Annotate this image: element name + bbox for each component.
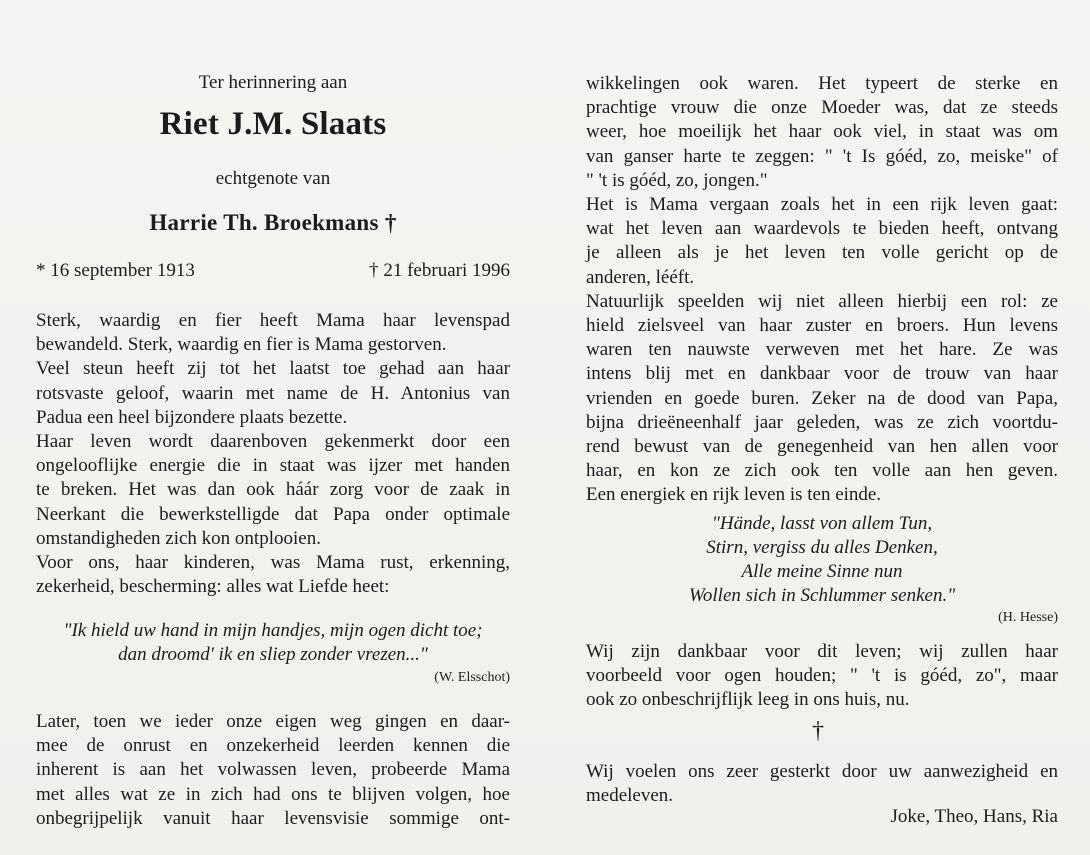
birth-date: * 16 september 1913 [36,260,195,281]
quote-line: Alle meine Sinne nun [741,561,903,582]
text-line: omstandigheden zich kon ontplooien. [36,527,321,549]
intro-text: Ter herinnering aan [198,72,348,93]
text-line: Haar leven wordt daarenboven gekenmerkt door een [36,431,510,453]
text-line: mee de onrust en onzekerheid leerden kennen die [36,735,510,757]
text-line: intens blij met en dankbaar voor de trouw van haar [586,363,1058,385]
left-paragraph-1 [36,309,510,599]
text-line: zekerheid, bescherming: alles wat Liefde heet: [36,576,390,598]
text-line: prachtige vrouw die onze Moeder was, dat ze steeds [586,97,1058,119]
text-line: vrienden en goede buren. Zeker na de dood van Papa, [586,387,1058,409]
text-line: Voor ons, haar kinderen, was Mama rust, erkenning, [36,552,510,574]
quote-attribution: (H. Hesse) [998,610,1058,625]
text-line: ook zo onbeschrijflijk leeg in ons huis, nu. [586,689,910,711]
text-line: Wij zijn dankbaar voor dit leven; wij zullen haar [586,641,1058,662]
death-date: † 21 februari 1996 [369,260,510,281]
left-quote [36,619,510,667]
quote-line: Wollen sich in Schlummer senken." [688,585,956,606]
quote-attribution: (W. Elsschot) [434,670,510,685]
text-line: medeleven. [586,785,674,807]
signature: Joke, Theo, Hans, Ria [890,806,1058,827]
text-line: Het is Mama vergaan zoals het in een rijk leven gaat: [586,194,1058,216]
text-line: Padua een heel bijzondere plaats bezette. [36,406,348,428]
quote-line: Stirn, vergiss du alles Denken, [706,537,938,558]
spouse-label: echtgenote van [215,168,331,189]
text-line: waren ten nauwste verweven met het hare. Ze was [586,339,1058,361]
text-line: Natuurlijk speelden wij niet alleen hierbij een rol: ze [586,290,1058,312]
quote-line: dan droomd' ik en sliep zonder vrezen..." [118,644,428,665]
right-quote [586,512,1058,608]
text-line: ongelooflijke energie die in staat was ijzer met handen [36,455,510,477]
text-line: rotsvaste geloof, waarin met name de H. Antonius van [36,382,510,404]
text-line: Veel steun heeft zij tot het laatst toe gehad aan haar [36,358,510,380]
spouse-name: Harrie Th. Broekmans † [149,210,397,235]
text-line: Een energiek en rijk leven is ten einde. [586,484,882,506]
text-line: Sterk, waardig en fier heeft Mama haar levenspad [36,310,510,331]
text-line: wat het leven aan waardevols te bieden heeft, ontvang [586,218,1058,240]
text-line: van ganser harte te zeggen: " 't Is góéd, zo, meiske" of [586,145,1058,167]
text-line: Neerkant die bewerkstelligde dat Papa onder optimale [36,503,510,525]
text-line: haar, en kon ze zich ook ten volle aan hen geven. [586,460,1058,482]
left-paragraph-2 [36,710,510,831]
text-line: voorbeeld voor ogen houden; " 't is góéd, zo", maar [586,665,1058,687]
text-line: " 't is góéd, zo, jongen." [586,169,768,191]
right-paragraph-3 [586,760,1058,808]
text-line: weer, hoe moeilijk het haar ook viel, in staat was om [586,121,1058,143]
text-line: hield zielsveel van haar zuster en broers. Hun levens [586,315,1058,337]
quote-line: "Hände, lasst von allem Tun, [711,513,933,534]
text-line: wikkelingen ook waren. Het typeert de sterke en [586,73,1058,94]
text-line: met alles wat ze in zich had ons te blijven volgen, hoe [36,783,510,805]
quote-line: "Ik hield uw hand in mijn handjes, mijn ogen dicht toe; [63,620,483,641]
text-line: je alleen als je het leven ten volle gericht op de [586,242,1058,264]
text-line: rend bewust van de genegenheid van hen allen voor [586,436,1058,458]
text-line: Wij voelen ons zeer gesterkt door uw aanwezigheid en [586,761,1058,782]
text-line: bewandeld. Sterk, waardig en fier is Mama gestorven. [36,334,447,356]
text-line: inherent is aan het volwassen leven, probeerde Mama [36,759,510,781]
text-line: onbegrijpelijk vanuit haar levensvisie sommige ont- [36,807,510,829]
text-line: bijna drieëneenhalf jaar geleden, was ze zich voortdu- [586,411,1058,433]
text-line: Later, toen we ieder onze eigen weg gingen en daar- [36,711,510,732]
right-paragraph-1 [586,72,1058,508]
text-line: anderen, lééft. [586,266,695,288]
cross-icon: † [812,718,824,744]
text-line: te breken. Het was dan ook háár zorg voor de zaak in [36,479,510,501]
deceased-name: Riet J.M. Slaats [159,106,387,142]
right-paragraph-2 [586,640,1058,713]
